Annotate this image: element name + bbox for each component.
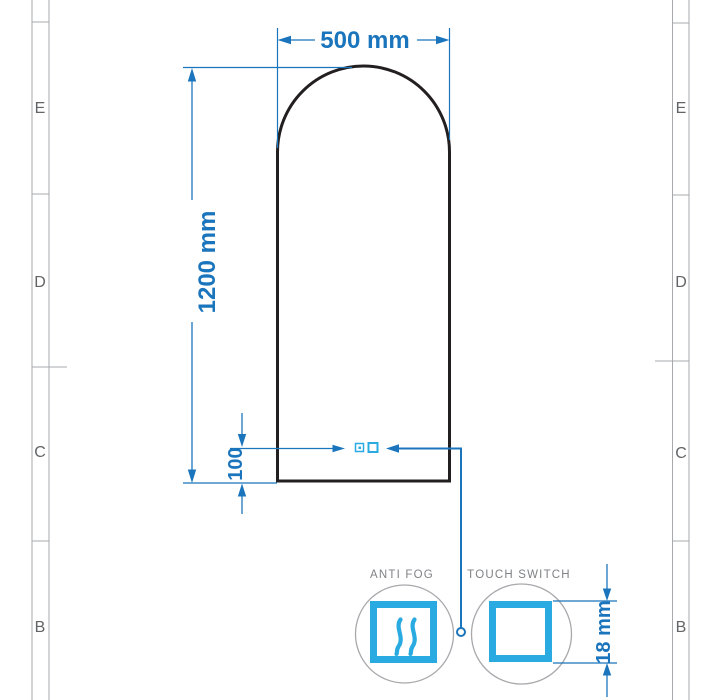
mirror-shape [278, 66, 450, 481]
offset-dim-label: 100 [225, 447, 247, 481]
left-ruler [32, 0, 67, 700]
row-label-right-d: D [675, 274, 687, 291]
row-label-right-c: C [675, 445, 687, 462]
sensor-dot-icon [359, 447, 362, 450]
arrow-up-icon [603, 663, 611, 676]
arrow-down-icon [188, 470, 196, 484]
arrow-up-icon [238, 484, 246, 497]
arrow-up-icon [188, 68, 196, 82]
leader-end-dot-icon [457, 628, 465, 636]
arrow-right-icon [436, 36, 450, 44]
row-label-left-d: D [34, 274, 46, 291]
width-dim-label: 500 mm [320, 27, 410, 54]
arrow-down-icon [238, 434, 246, 447]
mirror-outline [278, 66, 450, 481]
anti-fog-square-icon [374, 605, 434, 660]
row-label-right-e: E [675, 100, 687, 117]
row-label-left-c: C [34, 444, 46, 461]
arrow-down-icon [603, 589, 611, 602]
thickness-dim-label: 18 mm [593, 600, 615, 664]
height-dim-label: 1200 mm [194, 210, 221, 314]
anti-fog-callout [356, 569, 454, 683]
sensor-square-icon [369, 443, 378, 452]
touch-switch-label: TOUCH SWITCH [467, 569, 571, 581]
right-ruler [655, 0, 689, 700]
thickness-dimension [553, 564, 617, 697]
row-label-left-b: B [34, 619, 46, 636]
row-label-right-b: B [675, 619, 687, 636]
arrow-left-icon [278, 36, 292, 44]
row-label-left-e: E [34, 100, 46, 117]
anti-fog-label: ANTI FOG [370, 569, 434, 581]
touch-switch-callout [467, 569, 571, 684]
touch-switch-square-icon [493, 605, 549, 659]
